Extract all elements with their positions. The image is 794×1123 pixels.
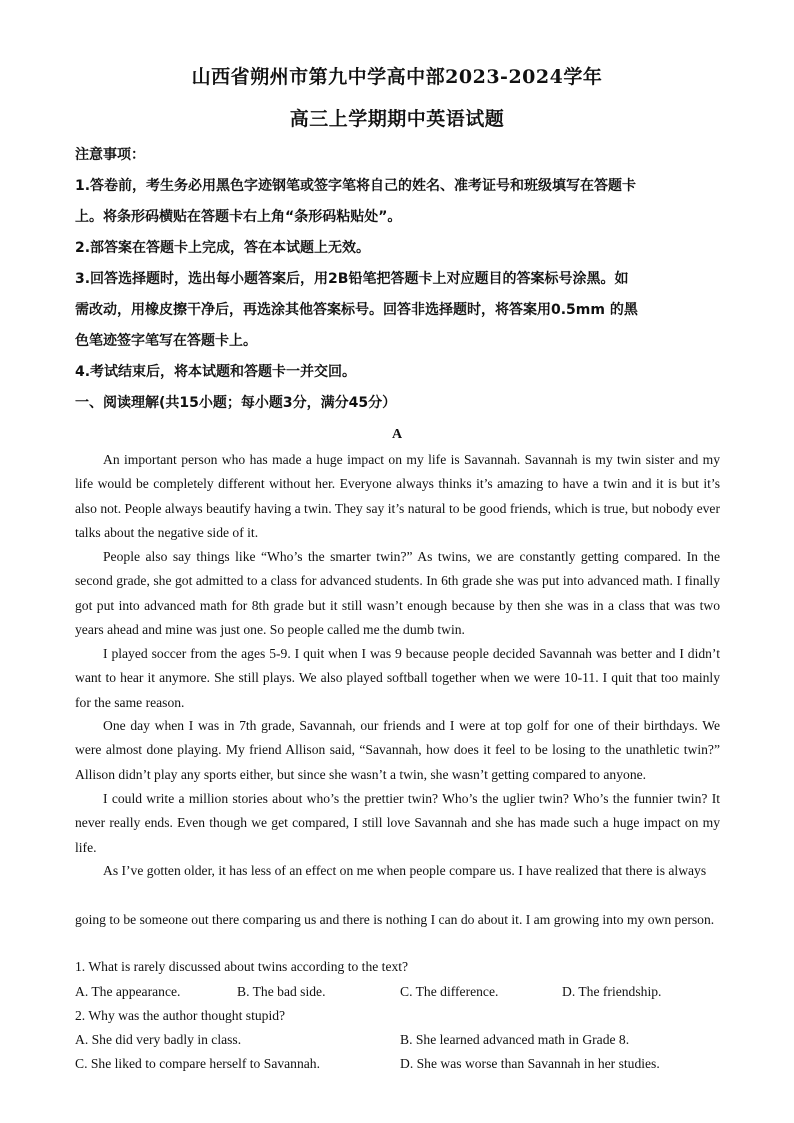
- note-item-4: 4.考试结束后，将本试题和答题卡一并交回。: [75, 364, 357, 380]
- question-2-option-c: C. She liked to compare herself to Savannah.: [75, 1056, 320, 1071]
- passage-label: A: [391, 427, 403, 442]
- question-2-stem: 2. Why was the author thought stupid?: [75, 1008, 286, 1023]
- passage-paragraph-1: An important person who has made a huge impact on my life is Savannah. Savannah is my twin sister and my life would be completely different without her. Everyone always thinks it’s amazing to have a twin and it is but it’s also not. People always beautify having a twin. They say it’s natural to be good friends, which is true, but nobody ever talks about the negative side of it.: [75, 452, 720, 540]
- exam-title-line1: 山西省朔州市第九中学高中部2023-2024学年: [191, 66, 603, 88]
- notes-heading: 注意事项：: [75, 147, 145, 163]
- question-1-option-b: B. The bad side.: [237, 984, 326, 999]
- question-1-stem: 1. What is rarely discussed about twins according to the text?: [75, 959, 409, 974]
- note-item-3-line1: 3.回答选择题时，选出每小题答案后，用2B铅笔把答题卡上对应题目的答案标号涂黑。如: [75, 271, 629, 287]
- question-2-option-d: D. She was worse than Savannah in her studies.: [400, 1056, 660, 1071]
- question-2-option-a: A. She did very badly in class.: [75, 1032, 242, 1047]
- note-item-1-line1: 1.答卷前，考生务必用黑色字迹钢笔或签字笔将自己的姓名、准考证号和班级填写在答题卡: [75, 178, 637, 194]
- note-item-2: 2.部答案在答题卡上完成，答在本试题上无效。: [75, 240, 371, 256]
- question-1-option-d: D. The friendship.: [562, 984, 662, 999]
- exam-title-line2: 高三上学期期中英语试题: [289, 108, 505, 130]
- question-1-option-a: A. The appearance.: [75, 984, 181, 999]
- passage-paragraph-6-line1: As I’ve gotten older, it has less of an effect on me when people compare us. I have realized that there is always: [103, 863, 707, 878]
- note-item-3-line3: 色笔迹签字笔写在答题卡上。: [75, 333, 257, 349]
- passage-paragraph-2: People also say things like “Who’s the smarter twin?” As twins, we are constantly getting compared. In the second grade, she got admitted to a class for advanced students. In 6th grade she was put into advanced math. I finally got put into advanced math for 8th grade but it still wasn’t enough because by then she was in a class that was two years ahead and mine was just one. So people called me the dumb twin.: [75, 549, 720, 637]
- passage-paragraph-4: One day when I was in 7th grade, Savannah, our friends and I were at top golf for one of their birthdays. We were almost done playing. My friend Allison said, “Savannah, how does it feel to be losing to the unathletic twin?” Allison didn’t play any sports either, but since she wasn’t a twin, she wasn’t getting compared to anyone.: [75, 718, 720, 782]
- passage-paragraph-6-line2: going to be someone out there comparing us and there is nothing I can do about it. I am growing into my own person.: [75, 912, 715, 927]
- passage-paragraph-3: I played soccer from the ages 5-9. I quit when I was 9 because people decided Savannah was better and I didn’t want to hear it anymore. She still plays. We also played softball together when we were 10-11. I quit that too mainly for the same reason.: [75, 646, 720, 710]
- question-2-option-b: B. She learned advanced math in Grade 8.: [400, 1032, 630, 1047]
- note-item-3-line2: 需改动，用橡皮擦干净后，再选涂其他答案标号。回答非选择题时，将答案用0.5mm 的黑: [75, 302, 638, 318]
- note-item-1-line2: 上。将条形码横贴在答题卡右上角“条形码粘贴处”。: [75, 209, 402, 225]
- question-1-option-c: C. The difference.: [400, 984, 499, 999]
- section-heading: 一、阅读理解(共15小题；每小题3分，满分45分）: [75, 395, 397, 411]
- passage-paragraph-5: I could write a million stories about who’s the prettier twin? Who’s the uglier twin? Who’s the funnier twin? It never really ends. Even though we get compared, I still love Savannah and she has made such a huge impact on my life.: [75, 791, 720, 855]
